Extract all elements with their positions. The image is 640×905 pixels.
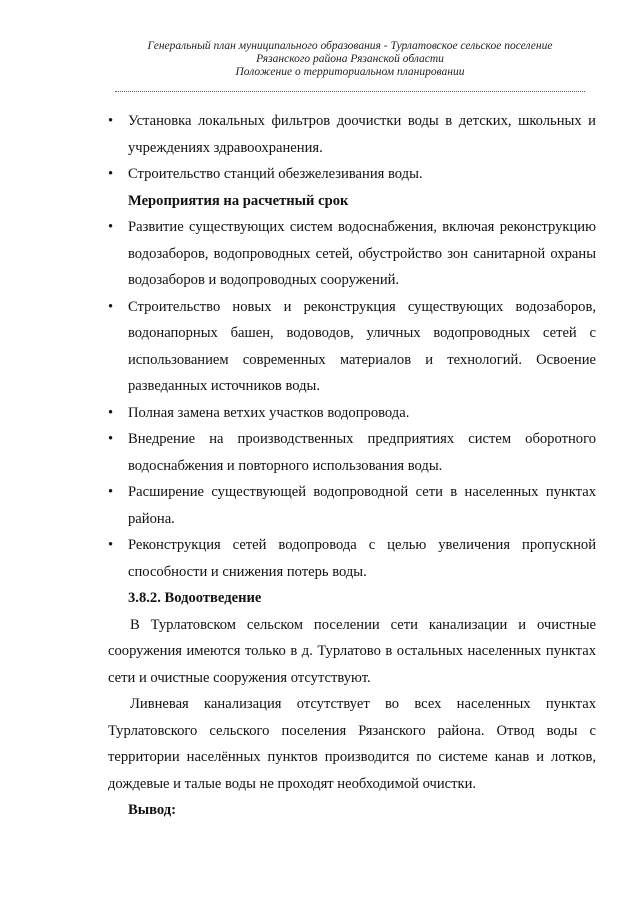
- list-item: [108, 214, 596, 294]
- list-item: [108, 294, 596, 400]
- bullet-icon: •: [108, 298, 114, 315]
- list-item: [108, 400, 596, 427]
- list-item-text: Строительство станций обезжелезивания воды.: [128, 166, 423, 182]
- list-item-text: Установка локальных фильтров доочистки воды в детских, школьных и учреждениях здравоохранения.: [128, 113, 596, 156]
- list-item: [108, 161, 596, 188]
- section-heading: 3.8.2. Водоотведение: [128, 590, 262, 606]
- header-line-1: Генеральный план муниципального образования - Турлатовское сельское поселение: [147, 40, 553, 52]
- list-item: [108, 426, 596, 479]
- header-divider: [115, 91, 585, 92]
- list-item-text: Строительство новых и реконструкция существующих водозаборов, водонапорных башен, водоводов, уличных водопроводных сетей с использованием современных материалов и технологий. Освоение разведанных источников воды.: [128, 298, 596, 394]
- list-item-text: Внедрение на производственных предприятиях систем оборотного водоснабжения и повторного использования воды.: [128, 431, 596, 474]
- list-item-text: Развитие существующих систем водоснабжения, включая реконструкцию водозаборов, водопроводных сетей, обустройство зон санитарной охраны водозаборов и водопроводных сооружений.: [128, 219, 596, 288]
- bullet-icon: •: [108, 484, 114, 500]
- paragraph: В Турлатовском сельском поселении сети канализации и очистные сооружения имеются только в д. Турлатово в остальных населенных пунктах сети и очистные сооружения отсутствуют.: [108, 616, 596, 686]
- list-item-text: Расширение существующей водопроводной сети в населенных пунктах района.: [128, 484, 596, 527]
- conclusion-heading: Вывод:: [128, 802, 177, 818]
- header-line-3: Положение о территориальном планировании: [235, 66, 465, 78]
- page-body: [108, 108, 596, 824]
- paragraph: Ливневая канализация отсутствует во всех населенных пунктах Турлатовского сельского поселения Рязанского района. Отвод воды с территории населённых пунктов производится по системе канав и лотков, дождевые и талые воды не проходят необходимой очистки.: [108, 696, 596, 792]
- bullet-icon: •: [108, 113, 114, 129]
- bullet-icon: •: [108, 166, 114, 182]
- measures-heading: Мероприятия на расчетный срок: [128, 192, 349, 209]
- page-header: [120, 40, 580, 79]
- bullet-icon: •: [108, 404, 114, 421]
- bullet-icon: •: [108, 219, 114, 235]
- list-item: [108, 108, 596, 161]
- list-item: [108, 479, 596, 532]
- header-line-2: Рязанского района Рязанской области: [256, 53, 444, 65]
- list-item-text: Реконструкция сетей водопровода с целью увеличения пропускной способности и снижения потерь воды.: [128, 537, 596, 580]
- bullet-icon: •: [108, 537, 114, 553]
- bullet-icon: •: [108, 431, 114, 447]
- list-item: [108, 532, 596, 585]
- list-item-text: Полная замена ветхих участков водопровода.: [128, 404, 410, 421]
